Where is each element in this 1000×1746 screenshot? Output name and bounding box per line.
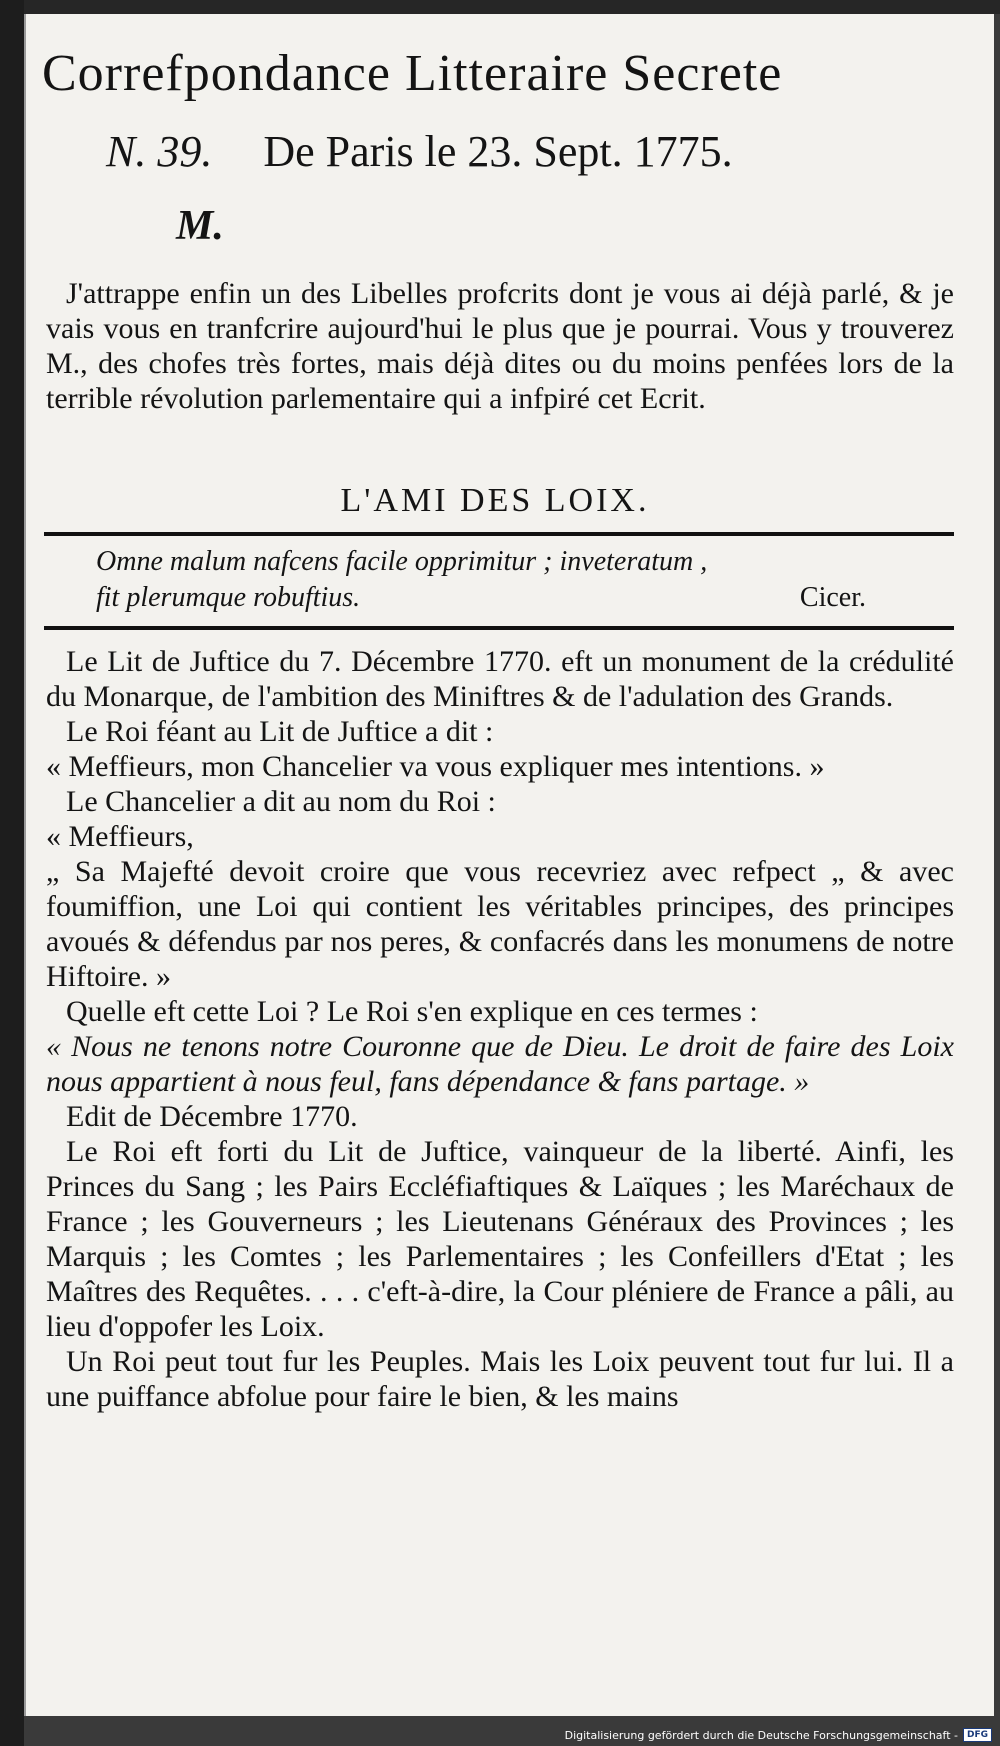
quote-line: « Meffieurs, mon Chancelier va vous expliquer mes intentions. »	[46, 750, 825, 783]
quote-line: „ Sa Majefté devoit croire que vous recevriez avec refpect „ & avec foumiffion, une Loi qui contient les véritables principes, des principes avoués & défendus par nos peres, & confacrés dans les monumens de notre Hiftoire. »	[46, 855, 954, 993]
scan-border-top	[0, 0, 1000, 14]
body-paragraph: Edit de Décembre 1770.	[66, 1100, 358, 1133]
body-paragraph: Le Roi féant au Lit de Juftice a dit :	[66, 715, 494, 748]
rule-top	[44, 532, 954, 536]
salutation: M.	[176, 203, 224, 249]
rule-bottom	[44, 626, 954, 630]
masthead-title: Correfpondance Litteraire Secrete	[42, 45, 783, 102]
quote-line: « Nous ne tenons notre Couronne que de Dieu. Le droit de faire des Loix nous appartient à nous feul, fans dépendance & fans partage. »	[46, 1030, 954, 1098]
epigraph-author: Cicer.	[799, 582, 866, 613]
issue-number: N. 39.	[106, 127, 213, 176]
body-text	[46, 644, 954, 1414]
body-paragraph: Le Roi eft forti du Lit de Juftice, vainqueur de la liberté. Ainfi, les Princes du Sang ; les Pairs Eccléfiaftiques & Laïques ; les Maréchaux de France ; les Gouverneurs ; les Lieutenans Généraux des Provinces ; les Marquis ; les Comtes ; les Parlementaires ; les Confeillers d'Etat ; les Maîtres des Requêtes. . . . c'eft-à-dire, la Cour pléniere de France a pâli, au lieu d'oppofer les Loix.	[46, 1135, 954, 1343]
epigraph-line-2: fit plerumque robuftius.	[96, 582, 361, 613]
dateline	[106, 126, 733, 177]
intro-paragraph: J'attrappe enfin un des Libelles profcrits dont je vous ai déjà parlé, & je vais vous en tranfcrire aujourd'hui le plus que je pourrai. Vous y trouverez M., des chofes très fortes, mais déjà dites ou du moins penfées lors de la terrible révolution parlementaire qui a infpiré cet Ecrit.	[46, 277, 954, 415]
body-paragraph: Un Roi peut tout fur les Peuples. Mais les Loix peuvent tout fur lui. Il a une puiffance abfolue pour faire le bien, & les mains	[46, 1345, 954, 1413]
quote-line: « Meffieurs,	[46, 820, 194, 853]
dfg-logo: DFG	[963, 1728, 992, 1742]
body-paragraph: Le Chancelier a dit au nom du Roi :	[66, 785, 496, 818]
body-paragraph: Le Lit de Juftice du 7. Décembre 1770. eft un monument de la crédulité du Monarque, de l'ambition des Miniftres & de l'adulation des Grands.	[46, 645, 954, 713]
section-title: L'AMI DES LOIX.	[340, 482, 650, 519]
digitization-credit	[565, 1728, 992, 1742]
scanned-page	[24, 14, 994, 1716]
footer-text: Digitalisierung gefördert durch die Deutsche Forschungsgemeinschaft -	[564, 1728, 958, 1742]
epigraph-line-1: Omne malum nafcens facile opprimitur ; inveteratum ,	[96, 546, 708, 577]
place-date: De Paris le 23. Sept. 1775.	[263, 127, 733, 176]
scan-border-left	[0, 0, 24, 1746]
epigraph	[96, 544, 896, 616]
body-paragraph: Quelle eft cette Loi ? Le Roi s'en explique en ces termes :	[66, 995, 758, 1028]
